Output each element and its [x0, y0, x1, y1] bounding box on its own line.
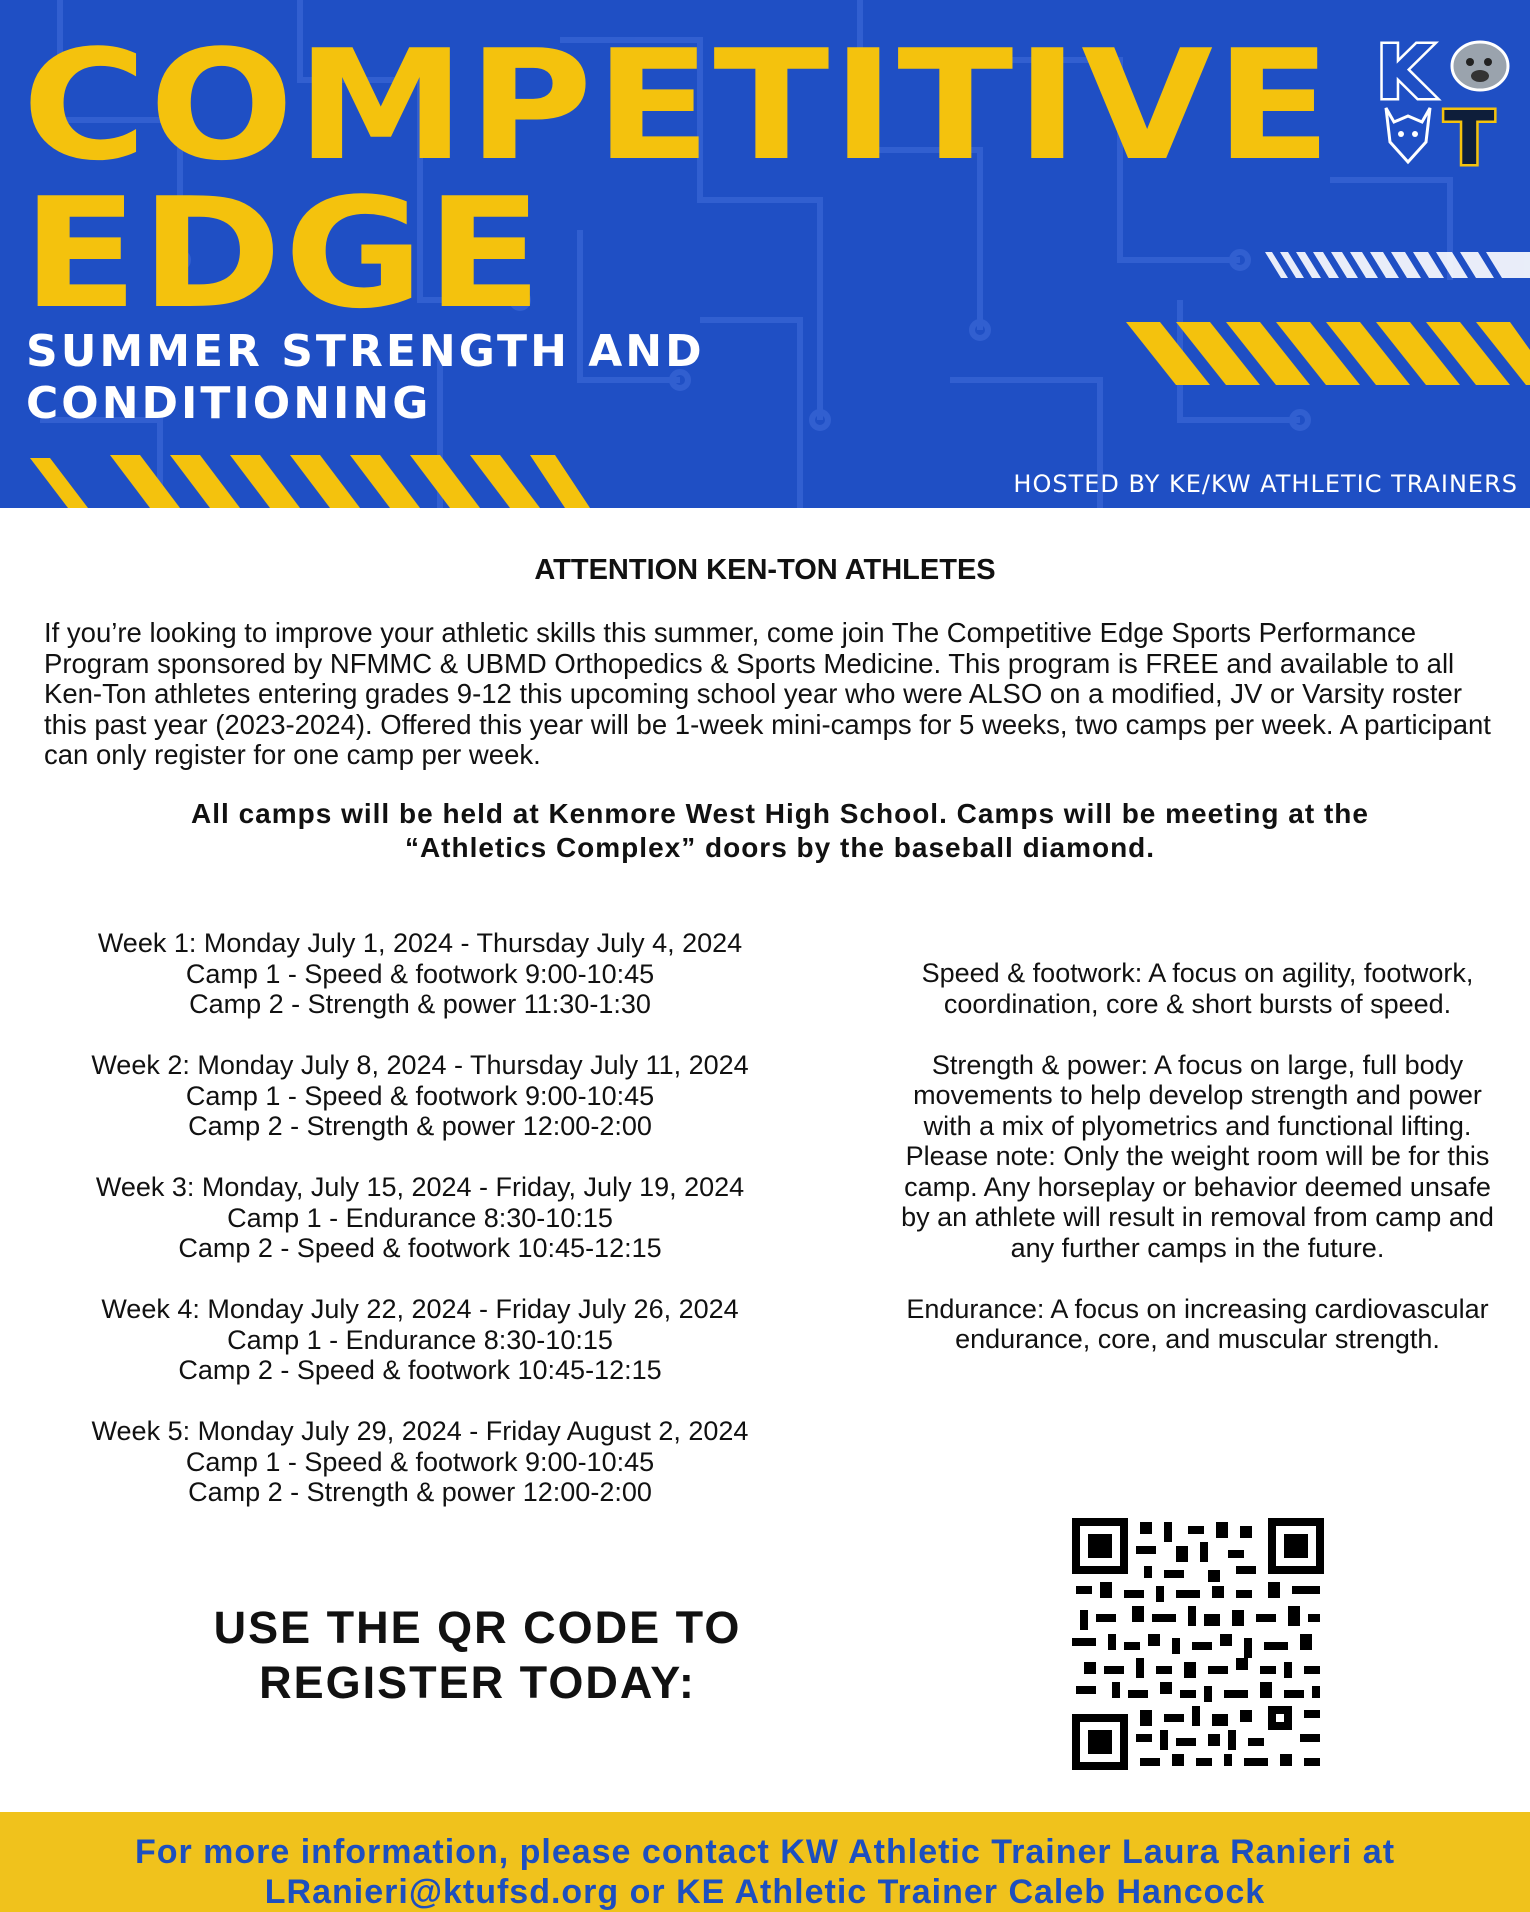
- subtitle-line-1: SUMMER STRENGTH AND: [26, 326, 705, 377]
- blue-devil-mascot-icon: [1386, 108, 1430, 162]
- camp-1-session: Camp 1 - Speed & footwork 9:00-10:45: [185, 958, 655, 989]
- camp-2-session: Camp 2 - Strength & power 12:00-2:00: [188, 1111, 652, 1141]
- endurance-description: Endurance: A focus on increasing cardiovascular endurance, core, and muscular strength.: [906, 1293, 1489, 1354]
- registration-qr-code[interactable]: [1072, 1518, 1324, 1770]
- week-dates: Week 4: Monday July 22, 2024 - Friday July 26, 2024: [101, 1294, 739, 1324]
- week-block: [20, 1294, 820, 1386]
- camp-1-session: Camp 1 - Endurance 8:30-10:15: [227, 1324, 613, 1355]
- intro-paragraph: If you’re looking to improve your athletic skills this summer, come join The Competitive Edge Sports Performance Program sponsored by NFMMC & UBMD Orthopedics & Sports Medicine. This program is FREE and available to all Ken-Ton athletes entering grades 9-12 this upcoming school year who were ALSO on a modified, JV or Varsity roster this past year (2023-2024). Offered this year will be 1-week mini-camps for 5 weeks, two camps per week. A participant can only register for one camp per week.: [44, 617, 1491, 770]
- hosted-by-text: HOSTED BY KE/KW ATHLETIC TRAINERS: [1013, 470, 1518, 498]
- camp-schedule: [20, 928, 820, 1538]
- yellow-stripes-left: [30, 455, 590, 508]
- camp-2-session: Camp 2 - Strength & power 12:00-2:00: [188, 1477, 652, 1507]
- contact-text: [0, 1812, 1530, 1912]
- header-banner: [0, 0, 1530, 508]
- contact-line-1: For more information, please contact KW Athletic Trainer Laura Ranieri at: [134, 1833, 1396, 1871]
- camp-1-session: Camp 1 - Endurance 8:30-10:15: [227, 1202, 613, 1233]
- location-line-2: “Athletics Complex” doors by the baseball diamond.: [404, 832, 1156, 863]
- subtitle-line-2: CONDITIONING: [26, 378, 432, 429]
- week-block: [20, 1050, 820, 1142]
- contact-line-2: LRanieri@ktufsd.org or KE Athletic Trainer Caleb Hancock: [264, 1873, 1266, 1911]
- speed-footwork-description: Speed & footwork: A focus on agility, footwork, coordination, core & short bursts of speed.: [921, 958, 1474, 1019]
- camp-2-session: Camp 2 - Speed & footwork 10:45-12:15: [178, 1233, 662, 1263]
- attention-heading: ATTENTION KEN-TON ATHLETES: [534, 554, 996, 586]
- camp-1-session: Camp 1 - Speed & footwork 9:00-10:45: [185, 1080, 655, 1111]
- logo-letter-k: K: [1376, 30, 1434, 116]
- location-notice: [0, 797, 1530, 865]
- week-block: [20, 928, 820, 1020]
- week-block: [20, 1172, 820, 1264]
- register-call-to-action: [120, 1600, 835, 1710]
- location-line-1: All camps will be held at Kenmore West High School. Camps will be meeting at the: [191, 798, 1369, 829]
- week-dates: Week 3: Monday, July 15, 2024 - Friday, July 19, 2024: [95, 1172, 745, 1202]
- week-dates: Week 5: Monday July 29, 2024 - Friday August 2, 2024: [91, 1416, 749, 1446]
- camp-descriptions: [900, 958, 1495, 1385]
- title-line-2: EDGE: [22, 165, 545, 342]
- camp-1-session: Camp 1 - Speed & footwork 9:00-10:45: [185, 1446, 655, 1477]
- camp-2-session: Camp 2 - Strength & power 11:30-1:30: [189, 989, 651, 1019]
- cta-line-2: REGISTER TODAY:: [259, 1657, 696, 1708]
- title-line-1: COMPETITIVE: [22, 17, 1334, 194]
- white-stripes-decor: [1265, 252, 1530, 278]
- week-block: [20, 1416, 820, 1508]
- camp-2-session: Camp 2 - Speed & footwork 10:45-12:15: [178, 1355, 662, 1385]
- yellow-stripes-right: [1126, 322, 1530, 385]
- subtitle: [26, 326, 705, 430]
- week-dates: Week 1: Monday July 1, 2024 - Thursday July 4, 2024: [97, 928, 743, 958]
- bulldog-mascot-icon: [1452, 42, 1508, 90]
- strength-power-description: Strength & power: A focus on large, full body movements to help develop strength and power with a mix of plyometrics and functional lifting. Please note: Only the weight room will be for this camp. Any horseplay or behavior deemed unsafe by an athlete will result in removal from camp and any further camps in the future.: [901, 1049, 1494, 1263]
- week-dates: Week 2: Monday July 8, 2024 - Thursday July 11, 2024: [91, 1050, 749, 1080]
- cta-line-1: USE THE QR CODE TO: [213, 1602, 742, 1653]
- contact-footer: [0, 1812, 1530, 1912]
- ken-ton-logo: [1372, 30, 1512, 170]
- logo-letter-t: T: [1444, 96, 1495, 170]
